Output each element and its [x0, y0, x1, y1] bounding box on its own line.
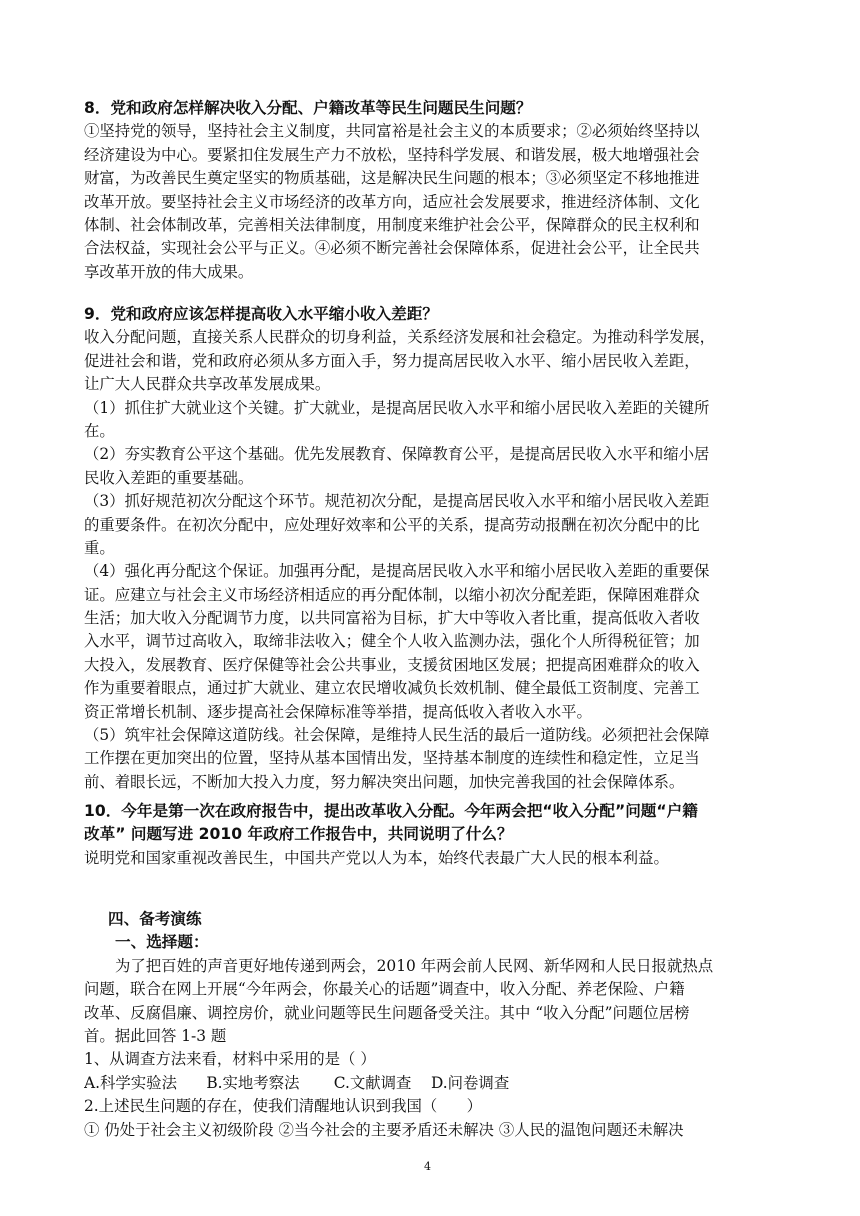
q8-line-4: 改革开放。要坚持社会主义市场经济的改革方向，适应社会发展要求，推进经济体制、文化 — [84, 192, 700, 211]
subsection-heading: 一、选择题： — [115, 933, 209, 952]
q9-line-6: （2）夯实教育公平这个基础。优先发展教育、保障教育公平，是提高居民收入水平和缩小居 — [84, 445, 710, 464]
q8-line-2: 经济建设为中心。要紧扣住发展生产力不放松，坚持科学发展、和谐发展，极大地增强社会 — [84, 145, 700, 164]
section-heading: 四、备考演练 — [108, 910, 202, 928]
practice-section — [84, 908, 784, 1142]
q9-line-19: 工作摆在更加突出的位置，坚持从基本国情出发，坚持基本制度的连续性和稳定性，立足当 — [84, 749, 700, 768]
practice-line-3: 改革、反腐倡廉、调控房价，就业问题等民生问题备受关注。其中 “收入分配”问题位居榜 — [84, 1003, 690, 1022]
q9-line-15: 大投入，发展教育、医疗保健等社会公共事业，支援贫困地区发展；把提高困难群众的收入 — [84, 655, 700, 674]
question-8 — [84, 97, 784, 284]
q9-line-11: （4）强化再分配这个保证。加强再分配，是提高居民收入水平和缩小居民收入差距的重要保 — [84, 562, 710, 581]
q9-line-16: 作为重要着眼点，通过扩大就业、建立农民增收减负长效机制、健全最低工资制度、完善工 — [84, 679, 700, 698]
q9-line-17: 资正常增长机制、逐步提高社会保障标准等举措，提高低收入者收入水平。 — [84, 702, 592, 721]
question-2-stem: 2.上述民生问题的存在，使我们清醒地认识到我国（ ） — [84, 1097, 483, 1116]
q9-line-8: （3）抓好规范初次分配这个环节。规范初次分配，是提高居民收入水平和缩小居民收入差距 — [84, 492, 710, 511]
question-9-title: 9．党和政府应该怎样提高收入水平缩小收入差距？ — [84, 305, 438, 323]
question-2-options: ① 仍处于社会主义初级阶段 ②当今社会的主要矛盾还未解决 ③人民的温饱问题还未解决 — [84, 1120, 684, 1139]
question-10 — [84, 800, 784, 870]
question-8-title: 8．党和政府怎样解决收入分配、户籍改革等民生问题民生问题？ — [84, 99, 532, 117]
practice-line-1: 为了把百姓的声音更好地传递到两会，2010 年两会前人民网、新华网和人民日报就热点 — [115, 956, 714, 975]
q9-line-18: （5）筑牢社会保障这道防线。社会保障，是维持人民生活的最后一道防线。必须把社会保障 — [84, 726, 710, 745]
question-1-options: A.科学实验法 B.实地考察法 C.文献调查 D.问卷调查 — [84, 1073, 510, 1092]
q9-line-20: 前、着眼长远，不断加大投入力度，努力解决突出问题，加快完善我国的社会保障体系。 — [84, 772, 685, 791]
q9-line-12: 证。应建立与社会主义市场经济相适应的再分配体制，以缩小初次分配差距，保障困难群众 — [84, 585, 700, 604]
q9-line-4: （1）抓住扩大就业这个关键。扩大就业，是提高居民收入水平和缩小居民收入差距的关键所 — [84, 398, 710, 417]
q9-line-7: 民收入差距的重要基础。 — [84, 468, 254, 487]
question-10-title-line-1: 10．今年是第一次在政府报告中，提出改革收入分配。今年两会把“收入分配”问题“户籍 — [84, 802, 698, 820]
q8-line-1: ①坚持党的领导，坚持社会主义制度，共同富裕是社会主义的本质要求；②必须始终坚持以 — [84, 122, 700, 141]
question-10-answer: 说明党和国家重视改善民生，中国共产党以人为本，始终代表最广大人民的根本利益。 — [84, 848, 669, 867]
question-10-title-line-2: 改革” 问题写进 2010 年政府工作报告中，共同说明了什么？ — [84, 825, 513, 844]
q9-line-1: 收入分配问题，直接关系人民群众的切身利益，关系经济发展和社会稳定。为推动科学发展， — [84, 328, 716, 347]
q9-line-9: 的重要条件。在初次分配中，应处理好效率和公平的关系，提高劳动报酬在初次分配中的比 — [84, 515, 700, 534]
q9-line-10: 重。 — [84, 538, 115, 557]
question-1-stem: 1、从调查方法来看，材料中采用的是（ ） — [84, 1050, 376, 1069]
q9-line-2: 促进社会和谐，党和政府必须从多方面入手，努力提高居民收入水平、缩小居民收入差距， — [84, 351, 700, 370]
q8-line-6: 合法权益，实现社会公平与正义。④必须不断完善社会保障体系，促进社会公平，让全民共 — [84, 239, 700, 258]
practice-line-2: 问题，联合在网上开展“今年两会，你最关心的话题”调查中，收入分配、养老保险、户籍 — [84, 980, 685, 999]
q9-line-13: 生活；加大收入分配调节力度，以共同富裕为目标，扩大中等收入者比重，提高低收入者收 — [84, 609, 700, 628]
q8-line-5: 体制、社会体制改革，完善相关法律制度，用制度来维护社会公平，保障群众的民主权利和 — [84, 215, 700, 234]
q9-line-3: 让广大人民群众共享改革发展成果。 — [84, 375, 331, 394]
q8-line-3: 财富，为改善民生奠定坚实的物质基础，这是解决民生问题的根本；③必须坚定不移地推进 — [84, 169, 700, 188]
question-9 — [84, 303, 784, 794]
q8-line-7: 享改革开放的伟大成果。 — [84, 262, 254, 281]
page-number: 4 — [424, 1160, 431, 1173]
practice-line-4: 首。据此回答 1-3 题 — [84, 1026, 227, 1045]
q9-line-14: 入水平，调节过高收入，取缔非法收入；健全个人收入监测办法，强化个人所得税征管；加 — [84, 632, 700, 651]
q9-line-5: 在。 — [84, 421, 115, 440]
